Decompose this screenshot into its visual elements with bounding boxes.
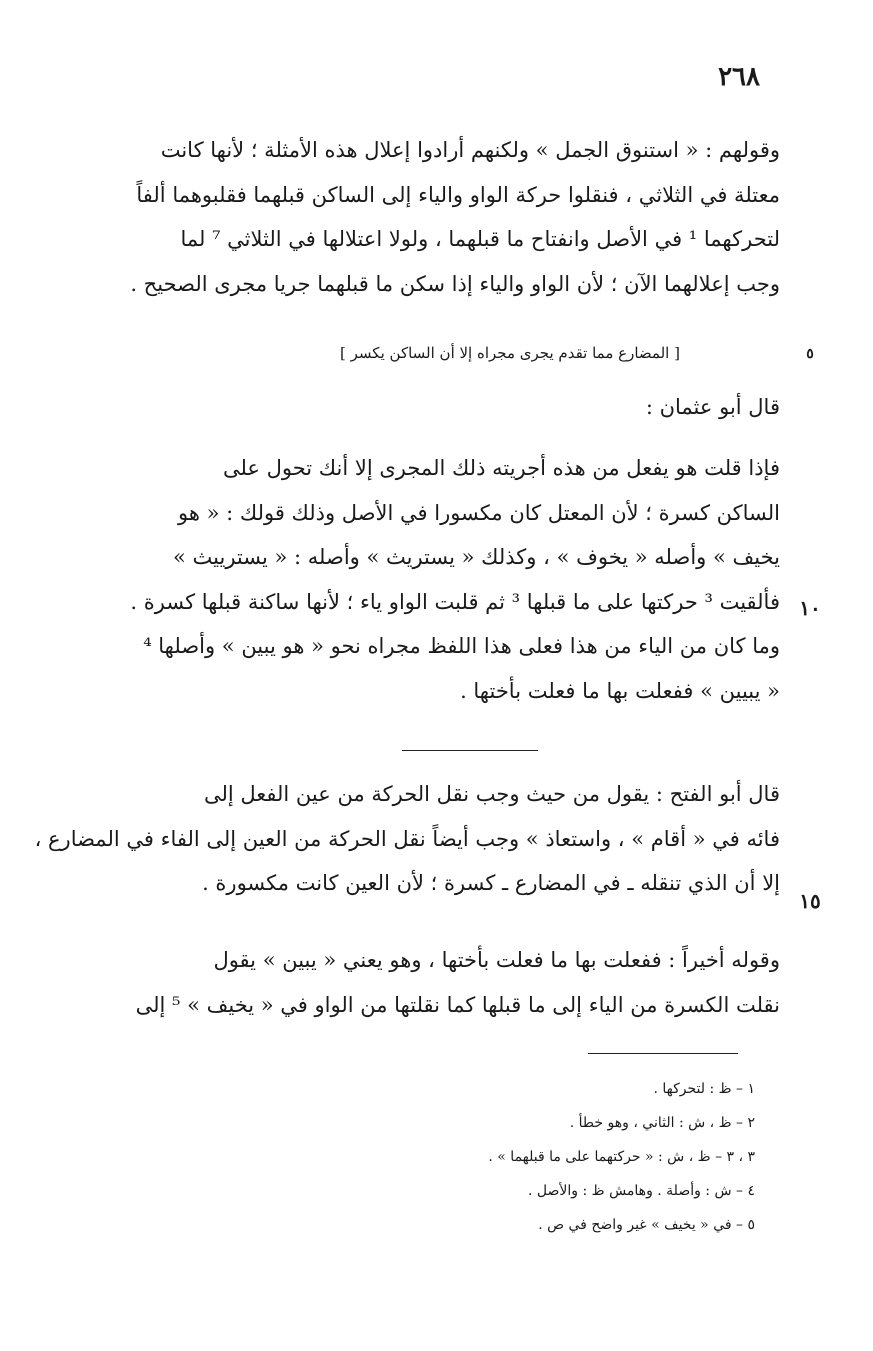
paragraph-2 — [62, 446, 780, 713]
footnotes — [300, 1072, 755, 1242]
footnote: ٣ ، ٣ – ظ ، ش : « حركتهما على ما قبلهما » . — [488, 1149, 755, 1165]
section-heading: [ المضارع مما تقدم يجرى مجراه إلا أن الساكن يكسر ] — [340, 344, 680, 362]
text-line: قال أبو الفتح : يقول من حيث وجب نقل الحركة من عين الفعل إلى — [203, 782, 780, 806]
line-number-15: ١٥ — [799, 889, 821, 913]
text-line: يخيف » وأصله « يخوف » ، وكذلك « يستريث » وأصله : « يسترييث » — [173, 545, 780, 569]
footnote: ٢ – ظ ، ش : الثاني ، وهو خطأ . — [569, 1115, 755, 1131]
text-line: نقلت الكسرة من الياء إلى ما قبلها كما نقلتها من الواو في « يخيف » ⁵ إلى — [135, 992, 780, 1017]
text-line: فإذا قلت هو يفعل من هذه أجريته ذلك المجرى إلا أنك تحول على — [222, 456, 780, 480]
paragraph-3 — [34, 772, 780, 906]
page-number: ٢٦٨ — [718, 62, 760, 92]
text-line: معتلة في الثلاثي ، فنقلوا حركة الواو والياء إلى الساكن قبلهما فقلبوهما ألفاً — [136, 182, 780, 207]
text-line: لتحركهما ¹ في الأصل وانفتاح ما قبلهما ، ولولا اعتلالها في الثلاثي ⁷ لما — [180, 227, 780, 251]
line-number-10: ١٠ — [799, 596, 821, 620]
line-number-5: ٥ — [806, 346, 814, 362]
speaker-heading: قال أبو عثمان : — [645, 395, 780, 419]
text-line: فائه في « أقام » ، واستعاذ » وجب أيضاً نقل الحركة من العين إلى الفاء في المضارع ، — [34, 826, 780, 851]
section-divider — [402, 750, 538, 751]
text-line: « يبيين » ففعلت بها ما فعلت بأختها . — [460, 678, 780, 703]
footnote: ٥ – في « يخيف » غير واضح في ص . — [538, 1217, 755, 1233]
footnote: ١ – ظ : لتحركها . — [653, 1081, 755, 1097]
text-line: وقولهم : « استنوق الجمل » ولكنهم أرادوا إعلال هذه الأمثلة ؛ لأنها كانت — [160, 138, 780, 162]
text-line: وما كان من الياء من هذا فعلى هذا اللفظ مجراه نحو « هو يبين » وأصلها ⁴ — [143, 634, 780, 658]
text-line: وقوله أخيراً : ففعلت بها ما فعلت بأختها ، وهو يعني « يبين » يقول — [213, 948, 780, 972]
paragraph-4 — [62, 938, 780, 1027]
footnote-divider — [588, 1053, 738, 1054]
text-line: إلا أن الذي تنقله ـ في المضارع ـ كسرة ؛ لأن العين كانت مكسورة . — [202, 871, 780, 895]
text-line: وجب إعلالهما الآن ؛ لأن الواو والياء إذا سكن ما قبلهما جريا مجرى الصحيح . — [130, 271, 780, 296]
footnote: ٤ – ش : وأصلة . وهامش ظ : والأصل . — [528, 1183, 755, 1199]
text-line: الساكن كسرة ؛ لأن المعتل كان مكسورا في الأصل وذلك قولك : « هو — [178, 500, 780, 525]
text-line: فألقيت ³ حركتها على ما قبلها ³ ثم قلبت الواو ياء ؛ لأنها ساكنة قبلها كسرة . — [130, 589, 780, 614]
paragraph-1 — [62, 128, 780, 306]
